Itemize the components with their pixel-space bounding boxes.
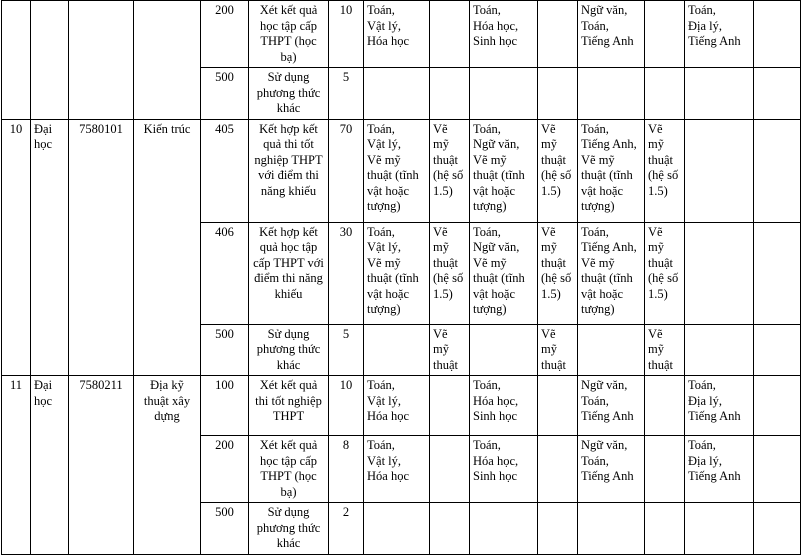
combo-2-extra-cell xyxy=(538,1,578,68)
combo-4-cell: Toán, Địa lý, Tiếng Anh xyxy=(685,376,754,436)
method-name-cell: Sử dụng phương thức khác xyxy=(249,324,329,376)
combo-1-extra-cell: Vẽ mỹ thuật xyxy=(430,324,470,376)
combo-2-cell: Toán, Hóa học, Sinh học xyxy=(470,436,538,503)
combo-3-extra-cell xyxy=(645,68,685,120)
combo-4-extra-cell xyxy=(754,222,801,324)
level-cell: Đại học xyxy=(31,376,69,555)
method-code-cell: 500 xyxy=(201,324,249,376)
table-row xyxy=(2,119,801,222)
quota-cell: 10 xyxy=(329,1,364,68)
combo-3-cell: Ngữ văn, Toán, Tiếng Anh xyxy=(578,376,645,436)
combo-1-extra-cell: Vẽ mỹ thuật (hệ số 1.5) xyxy=(430,222,470,324)
combo-1-extra-cell xyxy=(430,503,470,555)
method-code-cell: 500 xyxy=(201,503,249,555)
method-name-cell: Kết hợp kết quả học tập cấp THPT với điểm thi năng khiếu xyxy=(249,222,329,324)
major-code-cell xyxy=(69,1,134,120)
combo-1-extra-cell xyxy=(430,1,470,68)
combo-2-extra-cell xyxy=(538,68,578,120)
combo-4-cell xyxy=(685,119,754,222)
table-row xyxy=(2,1,801,68)
combo-1-extra-cell xyxy=(430,68,470,120)
method-code-cell: 100 xyxy=(201,376,249,436)
combo-3-extra-cell: Vẽ mỹ thuật (hệ số 1.5) xyxy=(645,222,685,324)
combo-4-extra-cell xyxy=(754,68,801,120)
combo-3-cell: Toán, Tiếng Anh, Vẽ mỹ thuật (tĩnh vật hoặc tượng) xyxy=(578,119,645,222)
major-code-cell: 7580211 xyxy=(69,376,134,555)
combo-2-cell xyxy=(470,503,538,555)
quota-cell: 8 xyxy=(329,436,364,503)
major-code-cell: 7580101 xyxy=(69,119,134,376)
combo-2-cell: Toán, Hóa học, Sinh học xyxy=(470,376,538,436)
stt-cell xyxy=(2,1,31,120)
major-name-cell: Kiến trúc xyxy=(134,119,201,376)
combo-3-extra-cell xyxy=(645,503,685,555)
combo-1-extra-cell xyxy=(430,376,470,436)
method-code-cell: 406 xyxy=(201,222,249,324)
quota-cell: 2 xyxy=(329,503,364,555)
combo-4-extra-cell xyxy=(754,324,801,376)
quota-cell: 5 xyxy=(329,68,364,120)
combo-1-cell xyxy=(364,324,430,376)
method-name-cell: Xét kết quả học tập cấp THPT (học bạ) xyxy=(249,436,329,503)
combo-1-cell: Toán, Vật lý, Vẽ mỹ thuật (tĩnh vật hoặc tượng) xyxy=(364,222,430,324)
combo-4-cell: Toán, Địa lý, Tiếng Anh xyxy=(685,436,754,503)
combo-1-cell: Toán, Vật lý, Vẽ mỹ thuật (tĩnh vật hoặc tượng) xyxy=(364,119,430,222)
major-name-cell: Địa kỹ thuật xây dựng xyxy=(134,376,201,555)
method-name-cell: Sử dụng phương thức khác xyxy=(249,503,329,555)
combo-4-extra-cell xyxy=(754,503,801,555)
quota-cell: 30 xyxy=(329,222,364,324)
combo-4-cell xyxy=(685,324,754,376)
combo-4-extra-cell xyxy=(754,376,801,436)
combo-1-cell xyxy=(364,68,430,120)
combo-1-extra-cell: Vẽ mỹ thuật (hệ số 1.5) xyxy=(430,119,470,222)
method-name-cell: Xét kết quả học tập cấp THPT (học bạ) xyxy=(249,1,329,68)
combo-3-cell: Toán, Tiếng Anh, Vẽ mỹ thuật (tĩnh vật hoặc tượng) xyxy=(578,222,645,324)
combo-3-extra-cell xyxy=(645,436,685,503)
admission-table xyxy=(1,0,801,555)
combo-3-cell xyxy=(578,503,645,555)
method-code-cell: 200 xyxy=(201,436,249,503)
combo-2-extra-cell: Vẽ mỹ thuật xyxy=(538,324,578,376)
method-code-cell: 500 xyxy=(201,68,249,120)
combo-3-cell xyxy=(578,324,645,376)
combo-3-extra-cell: Vẽ mỹ thuật xyxy=(645,324,685,376)
combo-2-cell: Toán, Ngữ văn, Vẽ mỹ thuật (tĩnh vật hoặc tượng) xyxy=(470,222,538,324)
combo-4-cell xyxy=(685,68,754,120)
stt-cell: 11 xyxy=(2,376,31,555)
combo-4-cell xyxy=(685,222,754,324)
combo-1-cell xyxy=(364,503,430,555)
quota-cell: 5 xyxy=(329,324,364,376)
stt-cell: 10 xyxy=(2,119,31,376)
combo-2-cell xyxy=(470,324,538,376)
method-code-cell: 200 xyxy=(201,1,249,68)
method-name-cell: Kết hợp kết quả thi tốt nghiệp THPT với điểm thi năng khiếu xyxy=(249,119,329,222)
combo-4-extra-cell xyxy=(754,1,801,68)
combo-2-cell xyxy=(470,68,538,120)
combo-2-cell: Toán, Ngữ văn, Vẽ mỹ thuật (tĩnh vật hoặc tượng) xyxy=(470,119,538,222)
combo-2-extra-cell xyxy=(538,436,578,503)
combo-4-extra-cell xyxy=(754,119,801,222)
combo-1-extra-cell xyxy=(430,436,470,503)
combo-3-extra-cell xyxy=(645,1,685,68)
table-row xyxy=(2,376,801,436)
quota-cell: 70 xyxy=(329,119,364,222)
level-cell xyxy=(31,1,69,120)
method-code-cell: 405 xyxy=(201,119,249,222)
combo-2-extra-cell: Vẽ mỹ thuật (hệ số 1.5) xyxy=(538,119,578,222)
combo-1-cell: Toán, Vật lý, Hóa học xyxy=(364,376,430,436)
combo-2-extra-cell xyxy=(538,503,578,555)
quota-cell: 10 xyxy=(329,376,364,436)
combo-2-extra-cell xyxy=(538,376,578,436)
method-name-cell: Xét kết quả thi tốt nghiệp THPT xyxy=(249,376,329,436)
combo-4-cell xyxy=(685,503,754,555)
combo-1-cell: Toán, Vật lý, Hóa học xyxy=(364,436,430,503)
combo-4-extra-cell xyxy=(754,436,801,503)
major-name-cell xyxy=(134,1,201,120)
method-name-cell: Sử dụng phương thức khác xyxy=(249,68,329,120)
combo-1-cell: Toán, Vật lý, Hóa học xyxy=(364,1,430,68)
combo-2-cell: Toán, Hóa học, Sinh học xyxy=(470,1,538,68)
combo-3-cell: Ngữ văn, Toán, Tiếng Anh xyxy=(578,436,645,503)
combo-3-extra-cell: Vẽ mỹ thuật (hệ số 1.5) xyxy=(645,119,685,222)
level-cell: Đại học xyxy=(31,119,69,376)
combo-3-cell xyxy=(578,68,645,120)
combo-3-extra-cell xyxy=(645,376,685,436)
combo-3-cell: Ngữ văn, Toán, Tiếng Anh xyxy=(578,1,645,68)
combo-2-extra-cell: Vẽ mỹ thuật (hệ số 1.5) xyxy=(538,222,578,324)
combo-4-cell: Toán, Địa lý, Tiếng Anh xyxy=(685,1,754,68)
